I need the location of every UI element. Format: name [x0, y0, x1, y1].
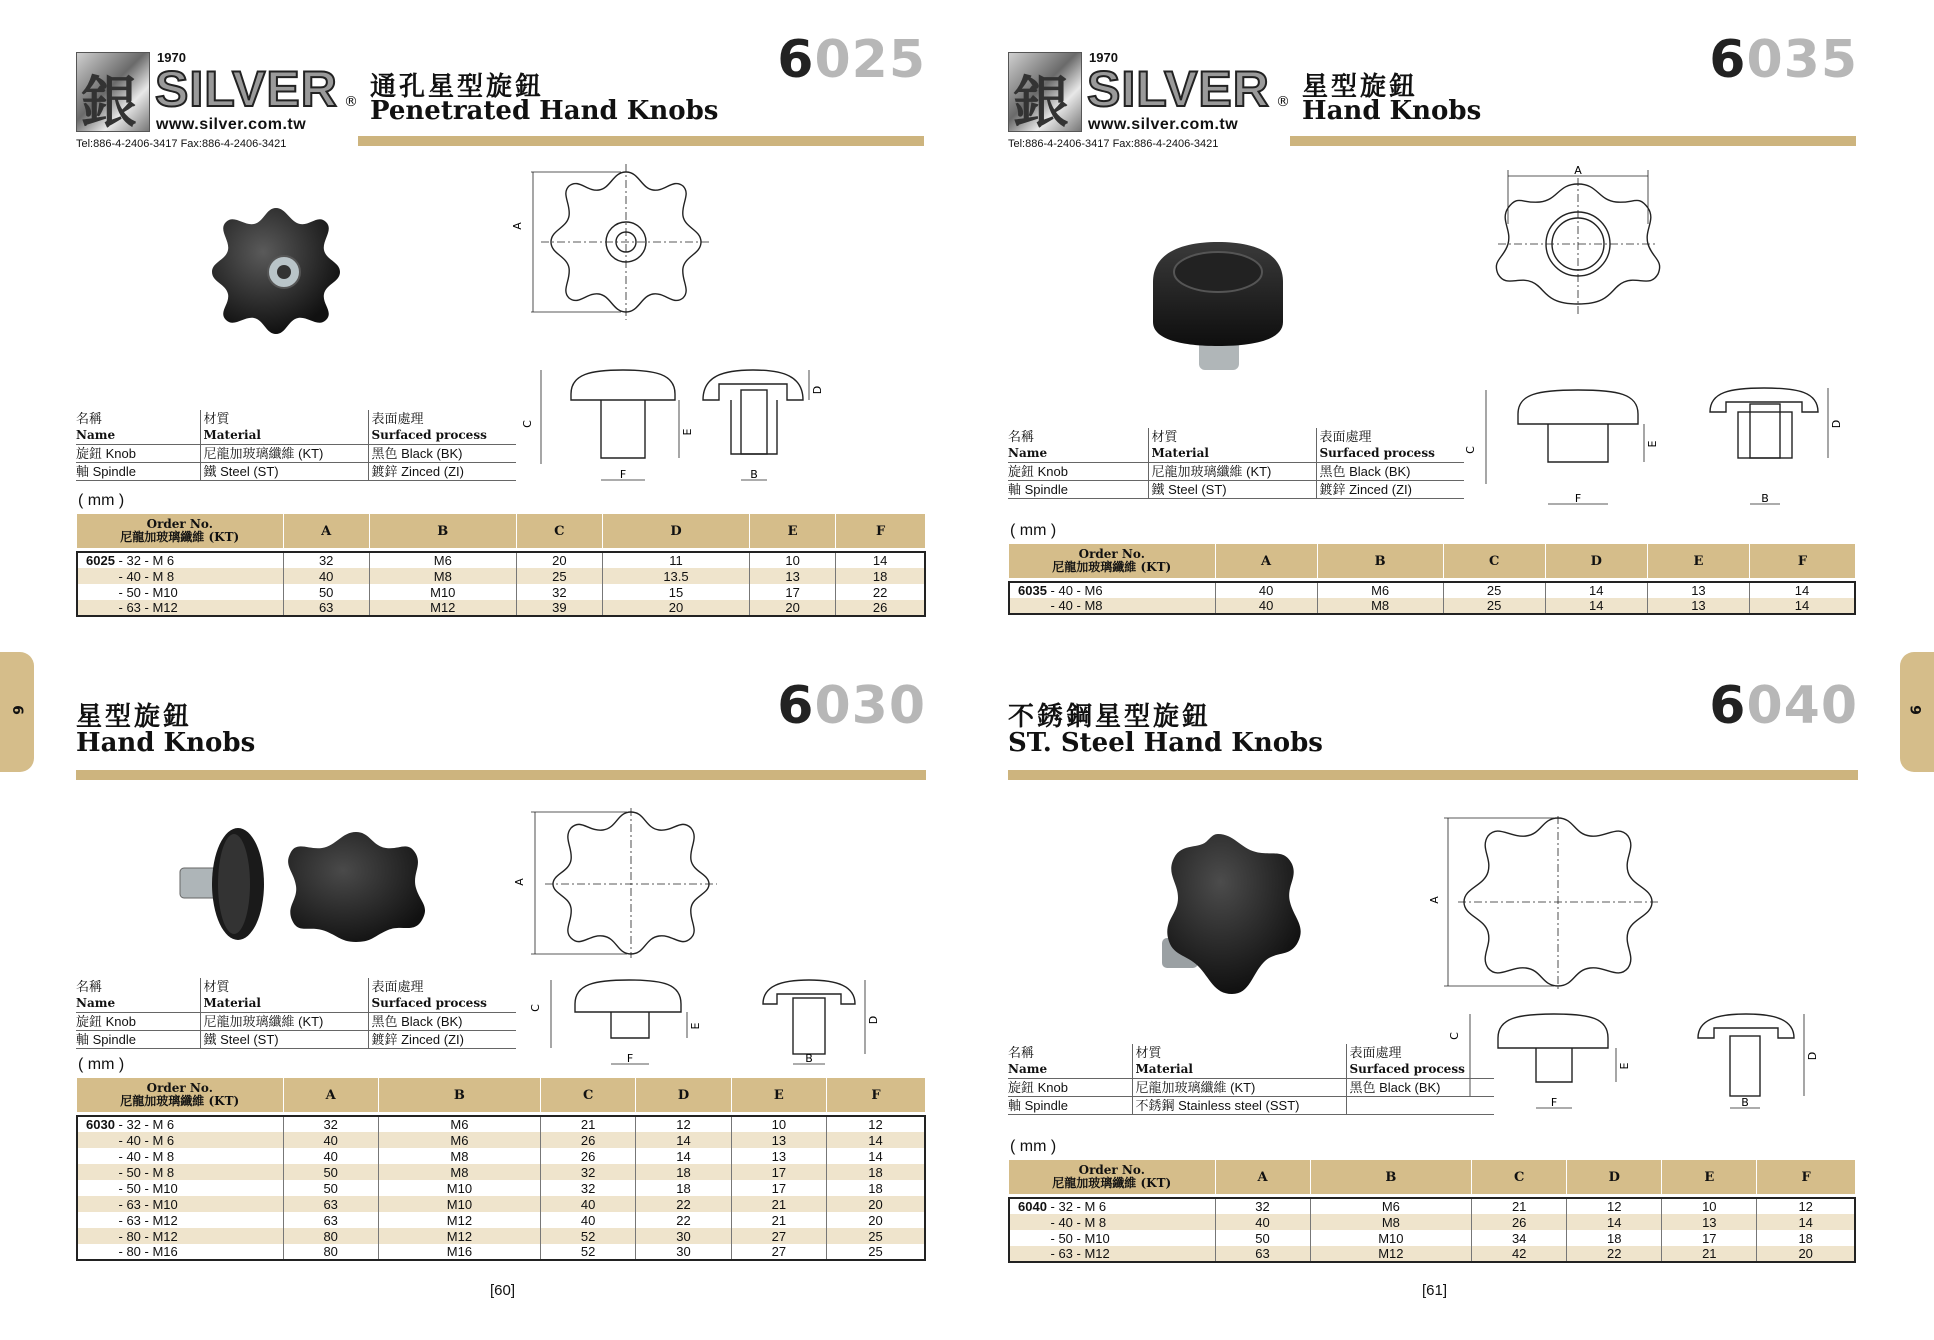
svg-text:E: E [681, 428, 694, 436]
column-header-e: E [731, 1078, 826, 1112]
value-cell-c: 21 [1472, 1198, 1567, 1214]
column-header-a: A [283, 514, 369, 548]
value-cell-d: 18 [636, 1164, 731, 1180]
logo-emblem: 銀 [1008, 52, 1082, 132]
value-cell-e: 13 [731, 1132, 826, 1148]
column-header-d: D [1567, 1160, 1662, 1194]
svg-text:C: C [1464, 446, 1477, 454]
table-row [77, 584, 925, 600]
order-number-cell: - 63 - M12 [1009, 1246, 1215, 1262]
value-cell-a: 40 [283, 568, 369, 584]
order-number-cell: - 50 - M10 [86, 1180, 178, 1196]
value-cell-b: M8 [378, 1148, 540, 1164]
value-cell-b: M12 [369, 600, 516, 616]
value-cell-f: 14 [1750, 582, 1855, 598]
chapter-tab-right: 6 [1900, 652, 1934, 772]
order-number-cell: 6035 - 40 - M6 [1018, 583, 1103, 598]
spec-table [76, 514, 926, 617]
column-header-a: A [283, 1078, 378, 1112]
value-cell-a: 63 [1215, 1246, 1310, 1262]
unit-label: ( mm ) [1010, 522, 1057, 539]
title-english: Hand Knobs [76, 728, 256, 758]
value-cell-b: M6 [378, 1116, 540, 1132]
order-no-header: Order No. 尼龍加玻璃纖維 (KT) [1009, 1160, 1215, 1194]
value-cell-d: 18 [636, 1180, 731, 1196]
svg-text:F: F [619, 468, 627, 481]
title-rule [1008, 770, 1858, 780]
svg-text:E: E [689, 1022, 702, 1030]
value-cell-e: 27 [731, 1244, 826, 1260]
value-cell-f: 14 [836, 552, 925, 568]
column-header-e: E [1647, 544, 1749, 578]
value-cell-d: 14 [636, 1132, 731, 1148]
title-english: ST. Steel Hand Knobs [1008, 728, 1323, 758]
value-cell-a: 80 [283, 1228, 378, 1244]
table-row [77, 1212, 925, 1228]
column-header-b: B [369, 514, 516, 548]
column-header-d: D [1545, 544, 1647, 578]
value-cell-e: 17 [731, 1164, 826, 1180]
unit-label: ( mm ) [78, 1056, 125, 1073]
svg-text:B: B [750, 468, 758, 481]
logo-website: www.silver.com.tw [156, 116, 307, 133]
table-row [77, 600, 925, 616]
svg-text:E: E [1618, 1062, 1631, 1070]
value-cell-a: 32 [283, 552, 369, 568]
svg-text:D: D [1806, 1051, 1819, 1061]
page-number-right: [61] [1422, 1282, 1448, 1299]
column-header-e: E [1662, 1160, 1757, 1194]
column-header-f: F [1757, 1160, 1855, 1194]
value-cell-a: 63 [283, 1212, 378, 1228]
value-cell-e: 13 [1662, 1214, 1757, 1230]
value-cell-a: 50 [1215, 1230, 1310, 1246]
value-cell-e: 13 [749, 568, 835, 584]
column-header-c: C [1472, 1160, 1567, 1194]
table-row [77, 1148, 925, 1164]
material-table: 名稱 材質 表面處理 Name Material Surfaced process 旋鈕 Knob 尼龍加玻璃纖維 (KT) 黑色 Black (BK) 軸 Spindle 鐵 Steel (ST) 鍍鋅 Zinced (ZI) [76, 978, 516, 1049]
value-cell-f: 20 [1757, 1246, 1855, 1262]
value-cell-c: 26 [540, 1132, 635, 1148]
order-number-cell: - 40 - M8 [1009, 598, 1215, 614]
order-number-cell: - 50 - M 8 [77, 1164, 283, 1180]
star-knob-photo-icon [176, 824, 436, 944]
svg-text:A: A [1428, 896, 1441, 904]
value-cell-a: 40 [1215, 1214, 1310, 1230]
value-cell-b: M12 [378, 1212, 540, 1228]
value-cell-c: 52 [540, 1244, 635, 1260]
title-chinese: 星型旋鈕 [76, 702, 193, 732]
order-number-cell: - 40 - M 6 [77, 1132, 283, 1148]
title-rule [358, 136, 924, 146]
logo-brand: SILVER [155, 61, 338, 117]
svg-text:D: D [867, 1015, 880, 1025]
column-header-c: C [540, 1078, 635, 1112]
value-cell-b: M10 [1310, 1230, 1472, 1246]
value-cell-f: 12 [1757, 1198, 1855, 1214]
order-number-cell: 6040 - 32 - M 6 [1018, 1199, 1107, 1214]
star-knob-photo-icon [1133, 222, 1303, 382]
value-cell-b: M10 [369, 584, 516, 600]
value-cell-a: 32 [283, 1116, 378, 1132]
value-cell-a: 50 [283, 1180, 378, 1196]
value-cell-a: 40 [1215, 598, 1317, 614]
value-cell-c: 25 [516, 568, 602, 584]
silver-logo [76, 50, 366, 170]
column-header-a: A [1215, 1160, 1310, 1194]
value-cell-c: 40 [540, 1196, 635, 1212]
value-cell-e: 17 [1662, 1230, 1757, 1246]
value-cell-d: 22 [1567, 1246, 1662, 1262]
table-row [77, 1132, 925, 1148]
value-cell-b: M10 [378, 1196, 540, 1212]
registered-mark: ® [1276, 94, 1290, 110]
order-number-cell: 6030 - 32 - M 6 [86, 1117, 175, 1132]
value-cell-c: 32 [540, 1164, 635, 1180]
value-cell-b: M16 [378, 1244, 540, 1260]
title-rule [1290, 136, 1856, 146]
value-cell-b: M8 [1310, 1214, 1472, 1230]
title-chinese: 星型旋鈕 [1302, 72, 1419, 102]
value-cell-b: M8 [369, 568, 516, 584]
svg-text:F: F [626, 1052, 634, 1065]
value-cell-e: 10 [1662, 1198, 1757, 1214]
model-number: 6035 [1709, 30, 1858, 90]
spec-table [76, 1078, 926, 1261]
svg-text:C: C [1448, 1032, 1461, 1040]
logo-contact: Tel:886-4-2406-3417 Fax:886-4-2406-3421 [76, 138, 287, 150]
star-knob-photo-icon [1158, 830, 1308, 1000]
column-header-b: B [1310, 1160, 1472, 1194]
column-header-b: B [378, 1078, 540, 1112]
value-cell-c: 34 [1472, 1230, 1567, 1246]
value-cell-e: 17 [749, 584, 835, 600]
table-row [77, 1164, 925, 1180]
order-number-cell: 6025 - 32 - M 6 [86, 553, 175, 568]
value-cell-f: 12 [827, 1116, 925, 1132]
logo-year: 1970 [157, 50, 186, 65]
order-no-header: Order No. 尼龍加玻璃纖維 (KT) [1009, 544, 1215, 578]
table-row [77, 1116, 925, 1132]
material-table: 名稱 材質 表面處理 Name Material Surfaced process 旋鈕 Knob 尼龍加玻璃纖維 (KT) 黑色 Black (BK) 軸 Spindle 鐵 Steel (ST) 鍍鋅 Zinced (ZI) [76, 410, 516, 481]
page-number-left: [60] [490, 1282, 516, 1299]
order-no-header: Order No. 尼龍加玻璃纖維 (KT) [77, 514, 283, 548]
value-cell-c: 26 [1472, 1214, 1567, 1230]
value-cell-c: 52 [540, 1228, 635, 1244]
table-row [77, 1196, 925, 1212]
svg-text:D: D [811, 385, 824, 395]
logo-contact: Tel:886-4-2406-3417 Fax:886-4-2406-3421 [1008, 138, 1219, 150]
technical-drawing-icon [513, 808, 911, 1078]
order-number-cell: - 50 - M10 [1018, 1230, 1110, 1246]
table-row [77, 1180, 925, 1196]
table-row [1009, 1246, 1855, 1262]
value-cell-e: 10 [731, 1116, 826, 1132]
column-header-f: F [836, 514, 925, 548]
order-number-cell: - 63 - M12 [86, 1212, 178, 1228]
column-header-a: A [1215, 544, 1317, 578]
value-cell-a: 50 [283, 584, 369, 600]
value-cell-f: 18 [1757, 1230, 1855, 1246]
value-cell-a: 80 [283, 1244, 378, 1260]
table-row [77, 552, 925, 568]
value-cell-f: 14 [827, 1148, 925, 1164]
value-cell-d: 14 [636, 1148, 731, 1164]
value-cell-d: 12 [1567, 1198, 1662, 1214]
svg-text:F: F [1574, 492, 1582, 505]
value-cell-e: 21 [1662, 1246, 1757, 1262]
value-cell-a: 40 [283, 1132, 378, 1148]
value-cell-e: 17 [731, 1180, 826, 1196]
value-cell-c: 25 [1443, 582, 1545, 598]
value-cell-d: 14 [1545, 598, 1647, 614]
model-number: 6040 [1709, 676, 1858, 736]
table-row [77, 568, 925, 584]
value-cell-c: 39 [516, 600, 602, 616]
column-header-f: F [827, 1078, 925, 1112]
technical-drawing-icon [1448, 164, 1868, 544]
logo-year: 1970 [1089, 50, 1118, 65]
value-cell-d: 14 [1545, 582, 1647, 598]
value-cell-f: 14 [827, 1132, 925, 1148]
value-cell-f: 14 [1750, 598, 1855, 614]
value-cell-c: 40 [540, 1212, 635, 1228]
value-cell-a: 40 [1215, 582, 1317, 598]
title-chinese: 不銹鋼星型旋鈕 [1008, 702, 1212, 732]
value-cell-e: 10 [749, 552, 835, 568]
value-cell-b: M8 [1317, 598, 1443, 614]
value-cell-f: 18 [827, 1180, 925, 1196]
value-cell-d: 22 [636, 1212, 731, 1228]
svg-text:A: A [1574, 164, 1582, 177]
value-cell-b: M8 [378, 1164, 540, 1180]
value-cell-d: 15 [603, 584, 750, 600]
column-header-e: E [749, 514, 835, 548]
value-cell-a: 40 [283, 1148, 378, 1164]
order-number-cell: - 40 - M 8 [86, 1148, 175, 1164]
value-cell-d: 30 [636, 1228, 731, 1244]
order-number-cell: - 80 - M12 [77, 1228, 283, 1244]
value-cell-e: 13 [731, 1148, 826, 1164]
material-table: 名稱 材質 表面處理 Name Material Surfaced process 旋鈕 Knob 尼龍加玻璃纖維 (KT) 黑色 Black (BK) 軸 Spindle 鐵 Steel (ST) 鍍鋅 Zinced (ZI) [1008, 428, 1464, 499]
value-cell-f: 26 [836, 600, 925, 616]
spec-table [1008, 1160, 1856, 1263]
order-number-cell: - 63 - M12 [77, 600, 283, 616]
column-header-f: F [1750, 544, 1855, 578]
value-cell-c: 20 [516, 552, 602, 568]
table-row [1009, 582, 1855, 598]
value-cell-f: 20 [827, 1196, 925, 1212]
table-row [1009, 1214, 1855, 1230]
table-row [77, 1244, 925, 1260]
value-cell-c: 32 [540, 1180, 635, 1196]
table-row [1009, 1230, 1855, 1246]
material-table: 名稱 材質 表面處理 Name Material Surfaced process 旋鈕 Knob 尼龍加玻璃纖維 (KT) 黑色 Black (BK) 軸 Spindle 不銹鋼 Stainless steel (SST) [1008, 1044, 1494, 1115]
value-cell-b: M6 [1317, 582, 1443, 598]
value-cell-f: 20 [827, 1212, 925, 1228]
technical-drawing-icon [1428, 816, 1858, 1136]
column-header-d: D [603, 514, 750, 548]
value-cell-b: M12 [378, 1228, 540, 1244]
value-cell-d: 14 [1567, 1214, 1662, 1230]
order-number-cell: - 50 - M10 [86, 584, 178, 600]
unit-label: ( mm ) [78, 492, 125, 509]
svg-text:B: B [1761, 492, 1769, 505]
value-cell-b: M6 [378, 1132, 540, 1148]
column-header-c: C [1443, 544, 1545, 578]
value-cell-e: 13 [1647, 582, 1749, 598]
svg-text:D: D [1830, 419, 1843, 429]
value-cell-f: 25 [827, 1244, 925, 1260]
value-cell-e: 13 [1647, 598, 1749, 614]
value-cell-b: M6 [369, 552, 516, 568]
value-cell-d: 13.5 [603, 568, 750, 584]
column-header-c: C [516, 514, 602, 548]
value-cell-c: 32 [516, 584, 602, 600]
value-cell-e: 21 [731, 1212, 826, 1228]
value-cell-d: 30 [636, 1244, 731, 1260]
value-cell-a: 63 [283, 1196, 378, 1212]
value-cell-c: 26 [540, 1148, 635, 1164]
column-header-b: B [1317, 544, 1443, 578]
svg-text:A: A [513, 878, 526, 886]
value-cell-a: 63 [283, 600, 369, 616]
value-cell-f: 18 [836, 568, 925, 584]
table-row [1009, 1198, 1855, 1214]
svg-text:B: B [1741, 1096, 1749, 1109]
title-chinese: 通孔星型旋鈕 [370, 72, 545, 102]
star-knob-photo-icon [206, 200, 346, 340]
value-cell-b: M6 [1310, 1198, 1472, 1214]
column-header-d: D [636, 1078, 731, 1112]
order-number-cell: - 80 - M16 [86, 1244, 178, 1259]
value-cell-f: 25 [827, 1228, 925, 1244]
model-number: 6025 [777, 30, 926, 90]
value-cell-a: 50 [283, 1164, 378, 1180]
logo-emblem: 銀 [76, 52, 150, 132]
value-cell-d: 12 [636, 1116, 731, 1132]
order-no-header: Order No. 尼龍加玻璃纖維 (KT) [77, 1078, 283, 1112]
value-cell-e: 27 [731, 1228, 826, 1244]
table-row [1009, 598, 1855, 614]
silver-logo [1008, 50, 1298, 170]
value-cell-f: 14 [1757, 1214, 1855, 1230]
title-rule [76, 770, 926, 780]
svg-text:E: E [1646, 440, 1659, 448]
value-cell-c: 25 [1443, 598, 1545, 614]
order-number-cell: - 40 - M 8 [77, 568, 283, 584]
title-english: Penetrated Hand Knobs [370, 96, 719, 126]
svg-text:C: C [529, 1004, 542, 1012]
order-number-cell: - 40 - M 8 [1009, 1214, 1215, 1230]
technical-drawing-icon [511, 164, 824, 534]
title-english: Hand Knobs [1302, 96, 1482, 126]
logo-website: www.silver.com.tw [1088, 116, 1239, 133]
value-cell-d: 20 [603, 600, 750, 616]
value-cell-a: 32 [1215, 1198, 1310, 1214]
value-cell-e: 20 [749, 600, 835, 616]
value-cell-d: 11 [603, 552, 750, 568]
order-number-cell: - 63 - M10 [77, 1196, 283, 1212]
chapter-tab-left: 6 [0, 652, 34, 772]
value-cell-f: 22 [836, 584, 925, 600]
value-cell-d: 18 [1567, 1230, 1662, 1246]
model-number: 6030 [777, 676, 926, 736]
value-cell-b: M10 [378, 1180, 540, 1196]
value-cell-c: 21 [540, 1116, 635, 1132]
logo-brand: SILVER [1087, 61, 1270, 117]
svg-text:C: C [521, 420, 534, 428]
spec-table [1008, 544, 1856, 615]
value-cell-c: 42 [1472, 1246, 1567, 1262]
table-row [77, 1228, 925, 1244]
value-cell-e: 21 [731, 1196, 826, 1212]
unit-label: ( mm ) [1010, 1138, 1057, 1155]
value-cell-b: M12 [1310, 1246, 1472, 1262]
value-cell-f: 18 [827, 1164, 925, 1180]
value-cell-d: 22 [636, 1196, 731, 1212]
svg-text:B: B [805, 1052, 813, 1065]
svg-text:F: F [1550, 1096, 1558, 1109]
registered-mark: ® [344, 94, 358, 110]
svg-text:A: A [511, 222, 524, 230]
